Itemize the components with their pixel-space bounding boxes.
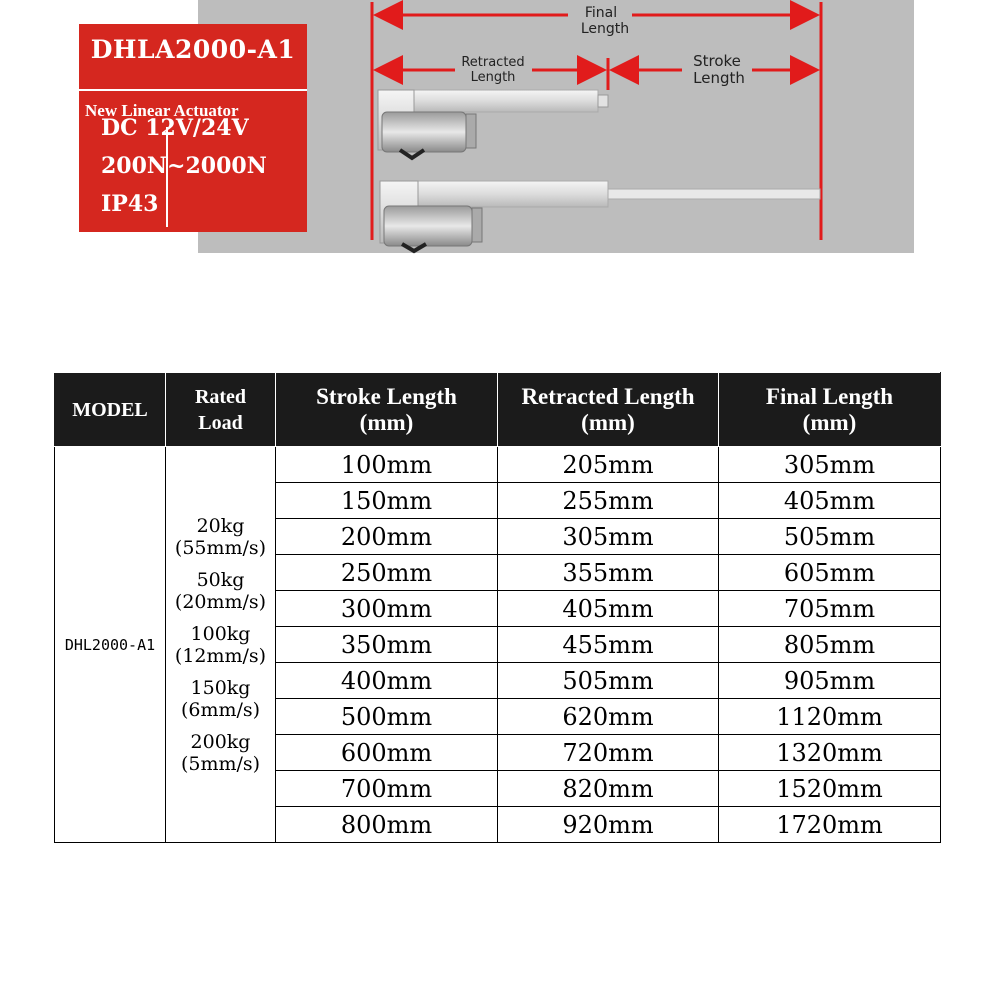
header-rated-load: Rated Load xyxy=(166,373,276,447)
final-cell: 305mm xyxy=(719,447,941,483)
extended-actuator-image xyxy=(380,181,820,251)
final-cell: 805mm xyxy=(719,627,941,663)
retracted-cell: 455mm xyxy=(498,627,719,663)
model-cell: DHL2000-A1 xyxy=(55,447,166,843)
header-stroke-length: Stroke Length (mm) xyxy=(276,373,498,447)
retracted-cell: 205mm xyxy=(498,447,719,483)
retracted-cell: 720mm xyxy=(498,735,719,771)
final-cell: 1120mm xyxy=(719,699,941,735)
final-length-label-1: Final xyxy=(584,5,618,21)
stroke-length-label-1: Stroke xyxy=(693,52,741,70)
table-header-row xyxy=(55,373,941,447)
badge-subtitle: New Linear Actuator xyxy=(85,101,239,120)
header-final-length: Final Length (mm) xyxy=(719,373,941,447)
final-cell: 705mm xyxy=(719,591,941,627)
retracted-cell: 920mm xyxy=(498,807,719,843)
retracted-cell: 620mm xyxy=(498,699,719,735)
spec-table xyxy=(54,372,941,843)
stroke-cell: 350mm xyxy=(276,627,498,663)
retracted-cell: 255mm xyxy=(498,483,719,519)
final-cell: 405mm xyxy=(719,483,941,519)
stroke-cell: 150mm xyxy=(276,483,498,519)
retracted-cell: 405mm xyxy=(498,591,719,627)
stroke-cell: 100mm xyxy=(276,447,498,483)
retracted-length-label-2: Length xyxy=(470,70,516,85)
stroke-length-label-2: Length xyxy=(693,69,745,87)
retracted-length-label-1: Retracted xyxy=(461,55,525,70)
load-item: 100kg (12mm/s) xyxy=(174,622,267,667)
retracted-cell: 505mm xyxy=(498,663,719,699)
retracted-actuator-image xyxy=(378,90,608,158)
stroke-cell: 600mm xyxy=(276,735,498,771)
final-cell: 505mm xyxy=(719,519,941,555)
load-item: 20kg (55mm/s) xyxy=(174,514,267,559)
badge-divider xyxy=(79,89,307,91)
retracted-cell: 820mm xyxy=(498,771,719,807)
badge-spec-voltage: DC 12V/24V xyxy=(101,115,249,141)
badge-model-name: DHLA2000-A1 xyxy=(90,35,296,64)
load-item: 150kg (6mm/s) xyxy=(180,676,261,721)
header-retracted-length: Retracted Length (mm) xyxy=(498,373,719,447)
final-length-label-2: Length xyxy=(580,21,630,37)
stroke-cell: 800mm xyxy=(276,807,498,843)
product-badge xyxy=(79,24,307,232)
retracted-cell: 305mm xyxy=(498,519,719,555)
stroke-cell: 700mm xyxy=(276,771,498,807)
final-cell: 1720mm xyxy=(719,807,941,843)
table-row xyxy=(55,447,941,483)
stroke-cell: 500mm xyxy=(276,699,498,735)
stroke-cell: 400mm xyxy=(276,663,498,699)
final-cell: 1320mm xyxy=(719,735,941,771)
retracted-cell: 355mm xyxy=(498,555,719,591)
final-cell: 1520mm xyxy=(719,771,941,807)
stroke-cell: 300mm xyxy=(276,591,498,627)
badge-spec-ip-rating: IP43 xyxy=(101,191,159,217)
stroke-cell: 200mm xyxy=(276,519,498,555)
rated-load-cell xyxy=(166,447,276,843)
badge-spec-force: 200N~2000N xyxy=(101,153,267,179)
final-cell: 905mm xyxy=(719,663,941,699)
load-item: 50kg (20mm/s) xyxy=(174,568,267,613)
load-item: 200kg (5mm/s) xyxy=(180,730,261,775)
stroke-cell: 250mm xyxy=(276,555,498,591)
final-cell: 605mm xyxy=(719,555,941,591)
header-model: MODEL xyxy=(55,373,166,447)
